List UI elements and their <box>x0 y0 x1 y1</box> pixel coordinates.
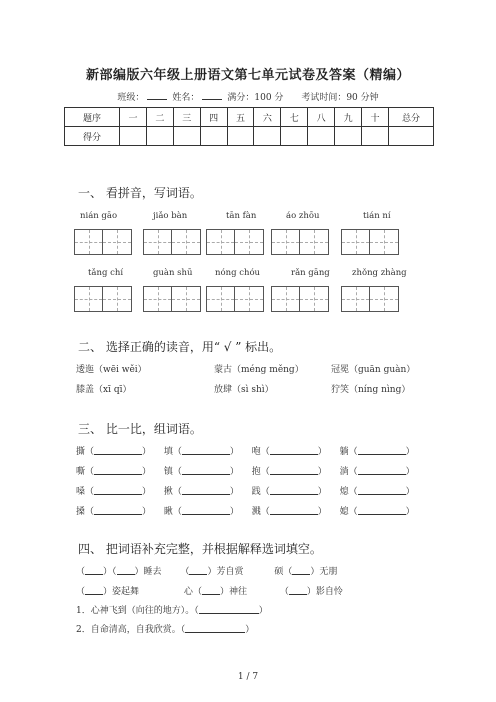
idiom-fragment: 姿起舞 <box>112 587 140 597</box>
pinyin-label: zhǒng zhàng <box>352 268 407 278</box>
answer-blank[interactable] <box>202 586 220 595</box>
name-label: 姓名： <box>172 93 200 103</box>
pinyin-label: nóng chóu <box>215 268 261 278</box>
answer-blank[interactable] <box>94 486 142 495</box>
score-table-header-cell: 总分 <box>389 108 434 127</box>
compare-row <box>76 504 425 517</box>
score-table <box>64 107 434 146</box>
writing-grid[interactable] <box>271 229 329 255</box>
answer-blank[interactable] <box>358 466 406 475</box>
answer-blank[interactable] <box>182 486 230 495</box>
compare-char: 瞅 <box>163 507 173 517</box>
compare-char: 践 <box>251 487 261 497</box>
definition-question-1 <box>76 603 268 616</box>
writing-grid[interactable] <box>341 229 399 255</box>
score-table-header-cell: 九 <box>335 108 362 127</box>
answer-blank[interactable] <box>117 566 135 575</box>
compare-item: 嗓（ ） <box>76 487 152 497</box>
idiom-fragment: 影自怜 <box>315 587 343 597</box>
compare-item: 揪（ ） <box>163 487 239 497</box>
compare-char: 揪 <box>163 487 173 497</box>
answer-blank[interactable] <box>270 466 318 475</box>
pinyin-label: nián gāo <box>80 211 118 221</box>
score-cell[interactable] <box>281 127 308 146</box>
exam-time: 考试时间：90 分钟 <box>301 93 379 103</box>
answer-blank[interactable] <box>182 466 230 475</box>
reading-choice[interactable]: 冠冕（guān guàn） <box>331 365 416 375</box>
full-score: 满分：100 分 <box>227 93 284 103</box>
score-table-header-cell: 七 <box>281 108 308 127</box>
writing-grid[interactable] <box>143 286 201 312</box>
page-title: 新部编版六年级上册语文第七单元试卷及答案（精编） <box>85 68 410 83</box>
compare-char: 搡 <box>76 507 86 517</box>
name-blank <box>202 91 222 100</box>
compare-char: 抱 <box>251 467 261 477</box>
score-cell[interactable] <box>120 127 147 146</box>
answer-blank[interactable] <box>182 506 230 515</box>
exam-meta <box>0 90 496 103</box>
score-table-header-cell: 六 <box>254 108 281 127</box>
score-cell[interactable] <box>200 127 227 146</box>
answer-blank[interactable] <box>199 605 259 614</box>
compare-row <box>76 484 425 497</box>
answer-blank[interactable] <box>270 506 318 515</box>
answer-blank[interactable] <box>358 506 406 515</box>
pinyin-label: tǎng chí <box>88 268 124 278</box>
writing-grid[interactable] <box>341 286 399 312</box>
compare-item: 咆（ ） <box>251 447 327 457</box>
compare-char: 淌 <box>339 467 349 477</box>
score-cell[interactable] <box>146 127 173 146</box>
writing-grid[interactable] <box>206 229 264 255</box>
score-table-header-cell: 题序 <box>65 108 120 127</box>
score-cell[interactable] <box>254 127 281 146</box>
score-table-header-row <box>65 108 434 127</box>
compare-item: 溅（ ） <box>251 507 327 517</box>
pinyin-label: tián ní <box>363 211 391 221</box>
compare-char: 嗓 <box>76 487 86 497</box>
score-cell[interactable] <box>308 127 335 146</box>
answer-blank[interactable] <box>185 624 245 633</box>
writing-grid[interactable] <box>74 286 132 312</box>
score-cell[interactable] <box>335 127 362 146</box>
section3-title: 三、 比一比，组词语。 <box>78 422 202 436</box>
pinyin-label: tān fàn <box>226 211 257 221</box>
answer-blank[interactable] <box>270 486 318 495</box>
answer-blank[interactable] <box>182 446 230 455</box>
answer-blank[interactable] <box>94 446 142 455</box>
compare-char: 媳 <box>339 507 349 517</box>
class-blank <box>147 91 167 100</box>
class-label: 班级： <box>117 93 145 103</box>
compare-item: 媳（ ） <box>339 507 415 517</box>
reading-choice[interactable]: 狞笑（níng nìng） <box>331 385 411 395</box>
answer-blank[interactable] <box>85 586 103 595</box>
section2-title: 二、 选择正确的读音，用“ √ ” 标出。 <box>78 340 282 354</box>
pinyin-label: áo zhōu <box>286 211 320 221</box>
compare-char: 熄 <box>339 487 349 497</box>
compare-char: 嘶 <box>76 467 86 477</box>
paren-close: ） <box>258 606 268 616</box>
writing-grid[interactable] <box>143 229 201 255</box>
reading-choice[interactable]: 逶迤（wēi wěi） <box>76 365 147 375</box>
score-cell[interactable] <box>227 127 254 146</box>
answer-blank[interactable] <box>358 486 406 495</box>
compare-item: 淌（ ） <box>339 467 415 477</box>
score-table-header-cell: 三 <box>173 108 200 127</box>
pinyin-label: jiǎo bàn <box>153 211 188 221</box>
section1-pinyin-row-1 <box>0 211 496 223</box>
writing-grid[interactable] <box>74 229 132 255</box>
answer-blank[interactable] <box>358 446 406 455</box>
answer-blank[interactable] <box>94 506 142 515</box>
section1-pinyin-row-2 <box>0 268 496 280</box>
score-table-header-cell: 五 <box>227 108 254 127</box>
section4-title: 四、 把词语补充完整，并根据解释选词填空。 <box>78 542 322 556</box>
compare-char: 撕 <box>76 447 86 457</box>
score-table-score-row <box>65 127 434 146</box>
compare-char: 躺 <box>339 447 349 457</box>
answer-blank[interactable] <box>189 566 207 575</box>
definition-question-2 <box>76 622 254 635</box>
section1-title: 一、 看拼音，写词语。 <box>78 186 202 200</box>
compare-char: 填 <box>163 447 173 457</box>
score-table-header-cell: 八 <box>308 108 335 127</box>
compare-char: 镇 <box>163 467 173 477</box>
compare-item: 填（ ） <box>163 447 239 457</box>
writing-grid[interactable] <box>206 286 264 312</box>
idiom-fragment: 硕 <box>274 567 284 577</box>
score-table-header-cell: 二 <box>146 108 173 127</box>
compare-item: 熄（ ） <box>339 487 415 497</box>
compare-row <box>76 464 425 477</box>
compare-char: 溅 <box>251 507 261 517</box>
pinyin-label: guàn shū <box>153 268 193 278</box>
reading-choice[interactable]: 膝盖（xī qī） <box>76 385 132 395</box>
question-text: 1．心神飞到（向往的地方）。（ <box>76 606 199 616</box>
compare-item: 搡（ ） <box>76 507 152 517</box>
idiom-fragment: 神往 <box>228 587 247 597</box>
score-cell[interactable] <box>173 127 200 146</box>
compare-char: 咆 <box>251 447 261 457</box>
reading-choice[interactable]: 蒙古（méng měng） <box>214 365 304 375</box>
compare-item: 撕（ ） <box>76 447 152 457</box>
answer-blank[interactable] <box>270 446 318 455</box>
idiom-fragment: 睡去 <box>143 567 162 577</box>
score-table-header-cell: 四 <box>200 108 227 127</box>
idiom-row: （ ）姿起舞 心（ ）神往 （ ）影自怜 <box>76 587 343 597</box>
pinyin-label: rǎn gāng <box>291 268 330 278</box>
score-cell[interactable] <box>389 127 434 146</box>
compare-item: 嘶（ ） <box>76 467 152 477</box>
page-number: 1 / 7 <box>237 672 259 682</box>
compare-item: 抱（ ） <box>251 467 327 477</box>
score-row-label: 得分 <box>65 127 120 146</box>
score-table-header-cell: 一 <box>120 108 147 127</box>
idiom-row: （ ）（ ）睡去 （ ）芳自赏 硕（ ）无朋 <box>76 567 338 577</box>
paren-close: ） <box>245 625 255 635</box>
score-cell[interactable] <box>362 127 389 146</box>
answer-blank[interactable] <box>292 566 310 575</box>
answer-blank[interactable] <box>289 586 307 595</box>
score-table-header-cell: 十 <box>362 108 389 127</box>
compare-item: 践（ ） <box>251 487 327 497</box>
idiom-fragment: 心 <box>183 587 193 597</box>
compare-row <box>76 444 425 457</box>
compare-item: 瞅（ ） <box>163 507 239 517</box>
writing-grid[interactable] <box>271 286 329 312</box>
idiom-fragment: 芳自赏 <box>216 567 244 577</box>
compare-item: 镇（ ） <box>163 467 239 477</box>
compare-item: 躺（ ） <box>339 447 415 457</box>
question-text: 2．自命清高，自我欣赏。（ <box>76 625 186 635</box>
reading-choice[interactable]: 放肆（sì shì） <box>214 385 274 395</box>
answer-blank[interactable] <box>94 466 142 475</box>
answer-blank[interactable] <box>85 566 103 575</box>
idiom-fragment: 无朋 <box>319 567 338 577</box>
